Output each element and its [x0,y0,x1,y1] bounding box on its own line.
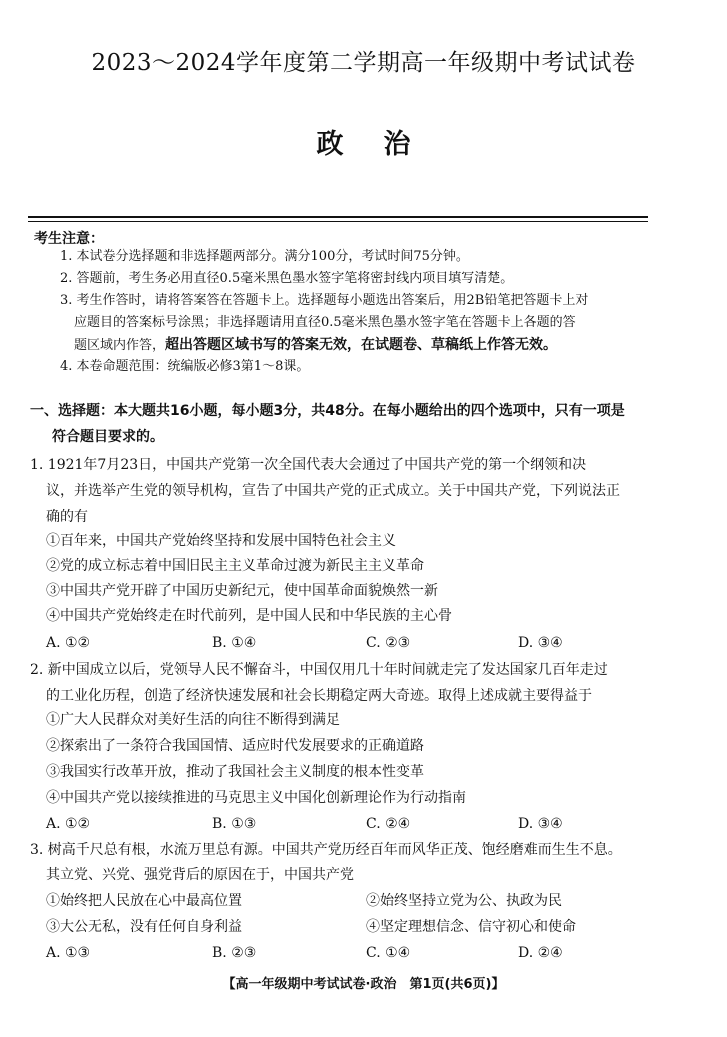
section-1-heading: 一、选择题：本大题共16小题，每小题3分，共48分。在每小题给出的四个选项中，只有一项是 [30,403,625,419]
notice-item-3-line-3 [74,334,670,357]
q2-stem-line-2: 的工业化历程，创造了经济快速发展和社会长期稳定两大奇迹。取得上述成就主要得益于 [46,688,592,704]
q2-statement-1: ①广大人民群众对美好生活的向往不断得到满足 [46,712,340,728]
q3-option-a: A. ①③ [46,945,91,961]
q3-stem-line-1: 3. 树高千尺总有根，水流万里总有源。中国共产党历经百年而风华正茂、饱经磨难而生生不息。 [30,842,622,858]
q1-stem-line-2: 议，并选举产生党的领导机构，宣告了中国共产党的正式成立。关于中国共产党，下列说法正 [46,483,620,499]
header-divider-thin [28,221,648,222]
q2-option-a: A. ①② [46,816,91,832]
q1-option-d: D. ③④ [518,635,563,651]
q1-option-b: B. ①④ [212,635,257,651]
q2-option-c: C. ②④ [366,816,411,832]
q2-stem-line-1: 2. 新中国成立以后，党领导人民不懈奋斗，中国仅用几十年时间就走完了发达国家几百年走过 [30,662,608,678]
q3-statement-1: ①始终把人民放在心中最高位置 [46,893,242,909]
q3-statement-2: ②始终坚持立党为公、执政为民 [366,893,562,909]
q1-stem-line-1: 1. 1921年7月23日，中国共产党第一次全国代表大会通过了中国共产党的第一个纲领和决 [30,457,587,473]
q1-statement-1: ①百年来，中国共产党始终坚持和发展中国特色社会主义 [46,533,396,549]
exam-title: 2023～2024学年度第二学期高一年级期中考试试卷 [91,50,636,76]
section-1-heading-cont: 符合题目要求的。 [52,429,164,445]
q2-statement-4: ④中国共产党以接续推进的马克思主义中国化创新理论作为行动指南 [46,790,466,806]
notice-item-3-prefix: 题区域内作答， [74,338,166,353]
q3-stem-line-2: 其立党、兴党、强党背后的原因在于，中国共产党 [46,867,354,883]
notice-item-3-line-2: 应题目的答案标号涂黑；非选择题请用直径0.5毫米黑色墨水签字笔在答题卡上各题的答 [74,315,576,330]
notice-item-3-emphasis: 超出答题区域书写的答案无效，在试题卷、草稿纸上作答无效。 [165,337,558,353]
q2-statement-3: ③我国实行改革开放，推动了我国社会主义制度的根本性变革 [46,764,424,780]
q2-option-d: D. ③④ [518,816,563,832]
notice-item-1: 1. 本试卷分选择题和非选择题两部分。满分100分，考试时间75分钟。 [60,249,469,264]
q1-statement-4: ④中国共产党始终走在时代前列，是中国人民和中华民族的主心骨 [46,608,452,624]
q3-option-d: D. ②④ [518,945,563,961]
page-footer: 【高一年级期中考试试卷·政治 第1页(共6页)】 [222,977,505,992]
subject-title: 政治 [316,129,451,160]
q1-statement-3: ③中国共产党开辟了中国历史新纪元，使中国革命面貌焕然一新 [46,583,438,599]
notice-item-3-line-1: 3. 考生作答时，请将答案答在答题卡上。选择题每小题选出答案后，用2B铅笔把答题卡上对 [60,293,589,308]
notice-heading: 考生注意： [34,231,104,247]
q3-option-c: C. ①④ [366,945,411,961]
header-divider-thick [28,216,648,218]
q1-option-c: C. ②③ [366,635,411,651]
q2-statement-2: ②探索出了一条符合我国国情、适应时代发展要求的正确道路 [46,738,424,754]
q3-statement-3: ③大公无私，没有任何自身利益 [46,919,242,935]
q3-statement-4: ④坚定理想信念、信守初心和使命 [366,919,576,935]
q1-stem-line-3: 确的有 [46,509,88,525]
q1-option-a: A. ①② [46,635,91,651]
notice-item-4: 4. 本卷命题范围：统编版必修3第1～8课。 [60,359,310,374]
q1-statement-2: ②党的成立标志着中国旧民主主义革命过渡为新民主主义革命 [46,558,424,574]
notice-item-2: 2. 答题前，考生务必用直径0.5毫米黑色墨水签字笔将密封线内项目填写清楚。 [60,271,514,286]
q3-option-b: B. ②③ [212,945,257,961]
q2-option-b: B. ①③ [212,816,257,832]
